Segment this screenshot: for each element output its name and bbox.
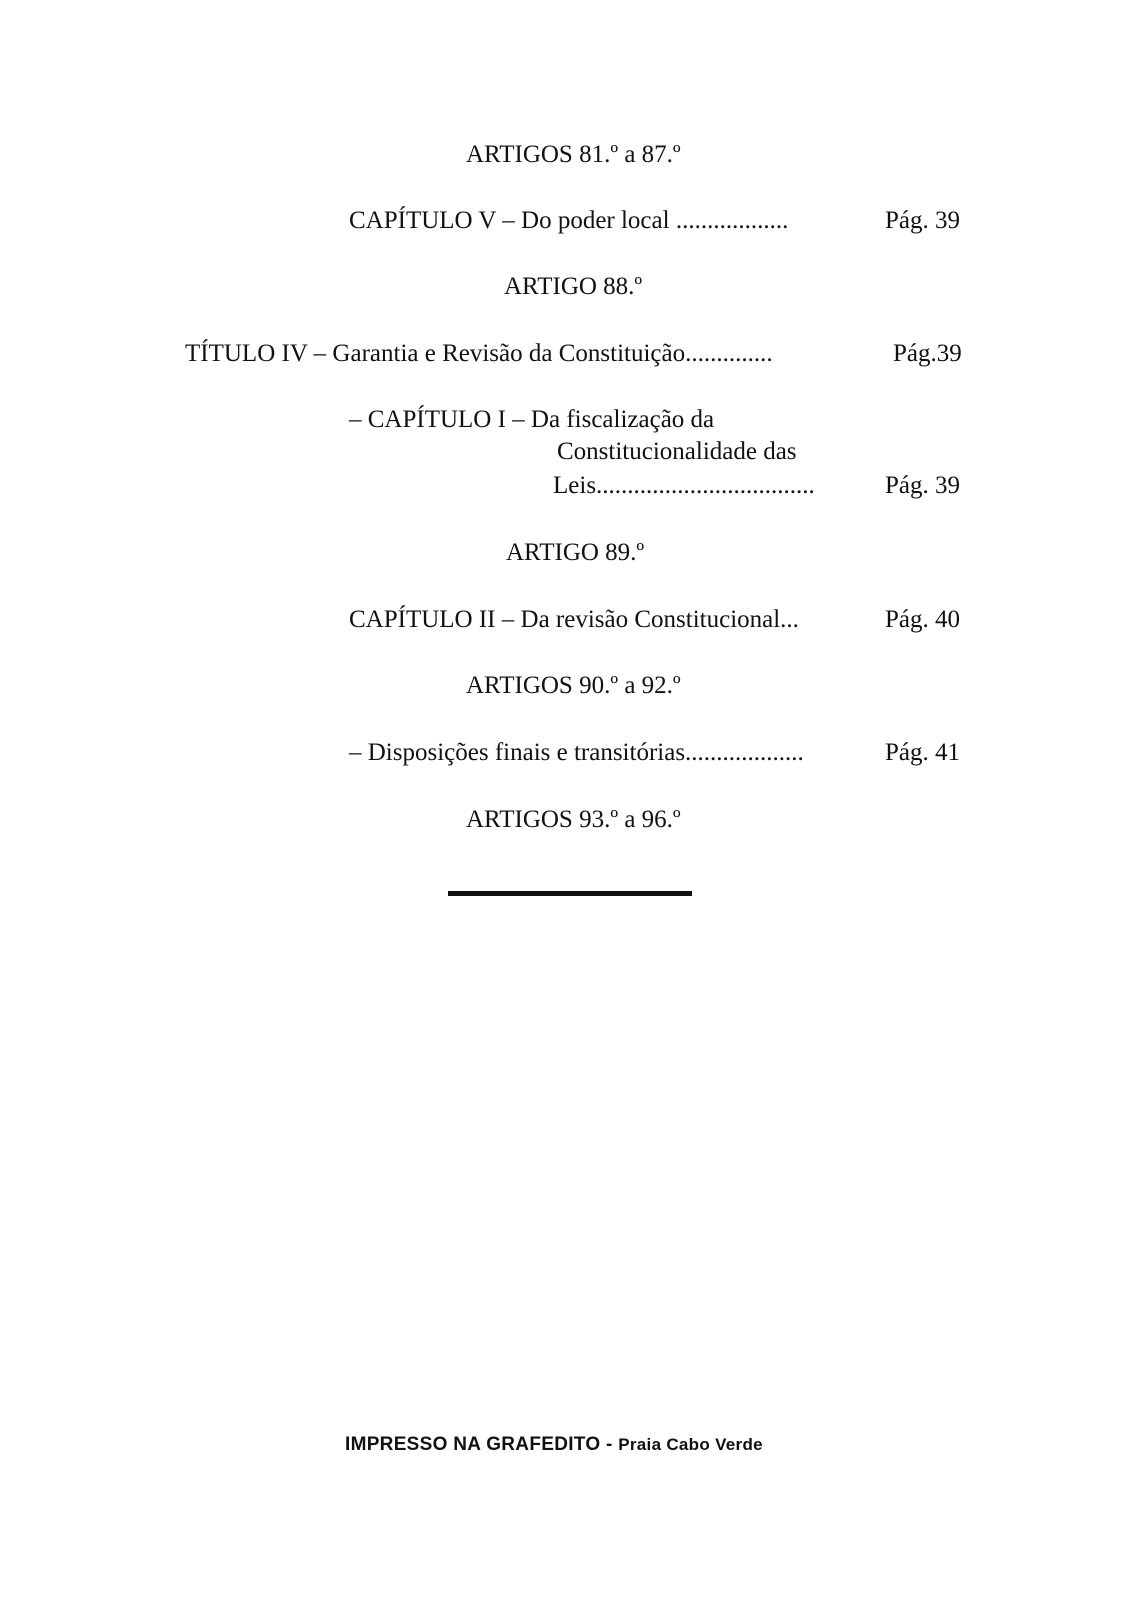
- toc-page-capitulo-v: Pág. 39: [885, 207, 960, 234]
- toc-heading-artigos-93-96: ARTIGOS 93.º a 96.º: [466, 806, 681, 833]
- toc-heading-artigo-88: ARTIGO 88.º: [504, 273, 643, 300]
- printer-name: IMPRESSO NA GRAFEDITO -: [345, 1434, 613, 1455]
- toc-entry-titulo-iv: TÍTULO IV – Garantia e Revisão da Constituição..............: [185, 340, 773, 367]
- toc-entry-capitulo-v: CAPÍTULO V – Do poder local ..................: [349, 207, 789, 234]
- printer-footer: [345, 1434, 763, 1456]
- toc-heading-artigos-90-92: ARTIGOS 90.º a 92.º: [466, 672, 681, 699]
- toc-page-capitulo-i: Pág. 39: [885, 472, 960, 499]
- printer-place: Praia Cabo Verde: [618, 1435, 763, 1454]
- toc-page-disposicoes: Pág. 41: [885, 739, 960, 766]
- toc-entry-capitulo-i-line3: Leis...................................: [553, 472, 815, 499]
- toc-entry-capitulo-i-line2: Constitucionalidade das: [557, 438, 797, 465]
- toc-entry-capitulo-i-line1: – CAPÍTULO I – Da fiscalização da: [349, 406, 715, 433]
- toc-heading-artigo-89: ARTIGO 89.º: [506, 539, 645, 566]
- toc-page-capitulo-ii: Pág. 40: [885, 606, 960, 633]
- toc-entry-capitulo-ii: CAPÍTULO II – Da revisão Constitucional...: [349, 606, 799, 633]
- toc-entry-disposicoes: – Disposições finais e transitórias...................: [349, 739, 804, 766]
- toc-heading-artigos-81-87: ARTIGOS 81.º a 87.º: [466, 141, 681, 168]
- divider-rule: [448, 891, 692, 896]
- toc-page-titulo-iv: Pág.39: [893, 340, 962, 367]
